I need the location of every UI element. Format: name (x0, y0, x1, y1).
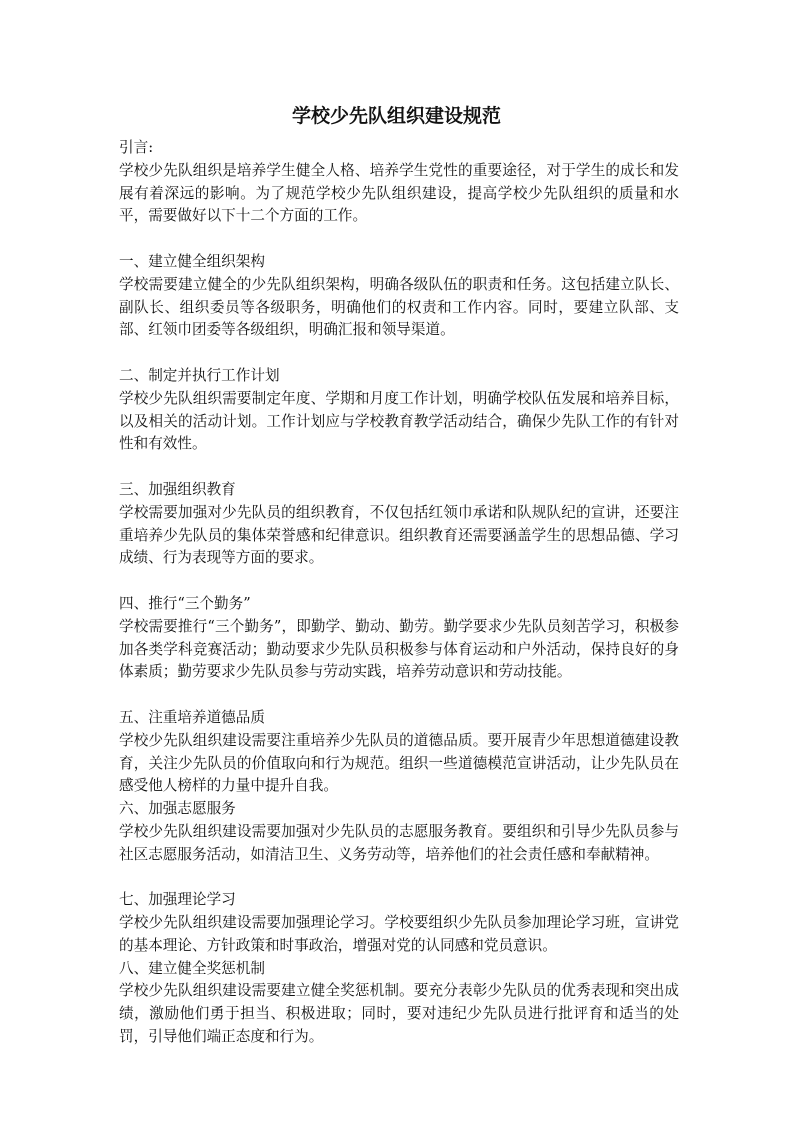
section-heading-6: 六、加强志愿服务 (119, 800, 236, 818)
section-heading-1: 一、建立健全组织架构 (119, 252, 265, 270)
document-title: 学校少先队组织建设规范 (291, 105, 501, 127)
section-body-2: 学校少先队组织需要制定年度、学期和月度工作计划，明确学校队伍发展和培养目标，以及相关的活动计划。工作计划应与学校教育教学活动结合，确保少先队工作的有针对性和有效性。 (119, 389, 679, 453)
document-body (119, 137, 679, 1049)
section-body-7: 学校少先队组织建设需要加强理论学习。学校要组织少先队员参加理论学习班，宣讲党的基本理论、方针政策和时事政治，增强对党的认同感和党员意识。 (119, 914, 679, 954)
section-body-3: 学校需要加强对少先队员的组织教育，不仅包括红领巾承诺和队规队纪的宣讲，还要注重培养少先队员的集体荣誉感和纪律意识。组织教育还需要涵盖学生的思想品德、学习成绩、行为表现等方面的要求。 (119, 503, 679, 567)
section-body-5: 学校少先队组织建设需要注重培养少先队员的道德品质。要开展青少年思想道德建设教育，关注少先队员的价值取向和行为规范。组织一些道德模范宣讲活动，让少先队员在感受他人榜样的力量中提升自我。 (119, 731, 679, 795)
paragraph-gap (119, 570, 679, 593)
section-heading-4: 四、推行“三个勤务” (119, 594, 251, 612)
intro-paragraph: 学校少先队组织是培养学生健全人格、培养学生党性的重要途径，对于学生的成长和发展有着深远的影响。为了规范学校少先队组织建设，提高学校少先队组织的质量和水平，需要做好以下十二个方面的工作。 (119, 161, 679, 225)
section-body-1: 学校需要建立健全的少先队组织架构，明确各级队伍的职责和任务。这包括建立队长、副队长、组织委员等各级职务，明确他们的权责和工作内容。同时，要建立队部、支部、红领巾团委等各级组织，明确汇报和领导渠道。 (119, 275, 679, 339)
section-heading-2: 二、制定并执行工作计划 (119, 366, 280, 384)
paragraph-gap (119, 684, 679, 707)
paragraph-gap (119, 228, 679, 251)
section-heading-7: 七、加强理论学习 (119, 891, 236, 909)
paragraph-gap (119, 342, 679, 365)
paragraph-gap (119, 867, 679, 890)
paragraph-gap (119, 456, 679, 479)
section-heading-8: 八、建立健全奖惩机制 (119, 959, 265, 977)
section-heading-3: 三、加强组织教育 (119, 480, 236, 498)
section-heading-5: 五、注重培养道德品质 (119, 708, 265, 726)
section-body-4: 学校需要推行“三个勤务”，即勤学、勤动、勤劳。勤学要求少先队员刻苦学习，积极参加各类学科竞赛活动；勤动要求少先队员积极参与体育运动和户外活动，保持良好的身体素质；勤劳要求少先队员参与劳动实践，培养劳动意识和劳动技能。 (119, 617, 679, 681)
section-body-6: 学校少先队组织建设需要加强对少先队员的志愿服务教育。要组织和引导少先队员参与社区志愿服务活动，如清洁卫生、义务劳动等，培养他们的社会责任感和奉献精神。 (119, 822, 679, 863)
section-body-8: 学校少先队组织建设需要建立健全奖惩机制。要充分表彰少先队员的优秀表现和突出成绩，激励他们勇于担当、积极进取；同时，要对违纪少先队员进行批评育和适当的处罚，引导他们端正态度和行为。 (119, 982, 679, 1046)
intro-label: 引言: (119, 139, 154, 156)
